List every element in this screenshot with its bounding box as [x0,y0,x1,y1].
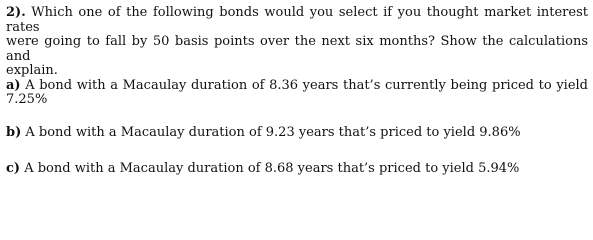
option-a-line-2 [6,93,588,108]
question-document [6,6,588,177]
question-text-1: Which one of the following bonds would you select if you thought market interest rates [6,5,588,35]
option-a-text-2: 7.25% [6,92,48,107]
option-a-label: a) [6,77,21,93]
option-c-text: A bond with a Macaulay duration of 8.68 years that’s priced to yield 5.94% [20,161,520,176]
option-c-label: c) [6,161,21,176]
option-b [6,126,588,141]
option-c [6,162,588,177]
option-a-line-1 [6,79,588,94]
option-b-text: A bond with a Macaulay duration of 9.23 years that’s priced to yield 9.86% [21,124,521,140]
option-a-text: A bond with a Macaulay duration of 8.36 years that’s currently being priced to yield [20,77,588,93]
option-b-label: b) [6,124,22,140]
question-line-2 [6,35,588,64]
question-line-1 [6,6,588,35]
question-text-2: were going to fall by 50 basis points over the next six months? Show the calculations and [6,34,588,64]
question-line-3 [6,64,588,79]
question-number: 2). [6,5,26,20]
spacer [6,108,588,126]
spacer [6,140,588,162]
question-text-3: explain. [6,63,58,78]
